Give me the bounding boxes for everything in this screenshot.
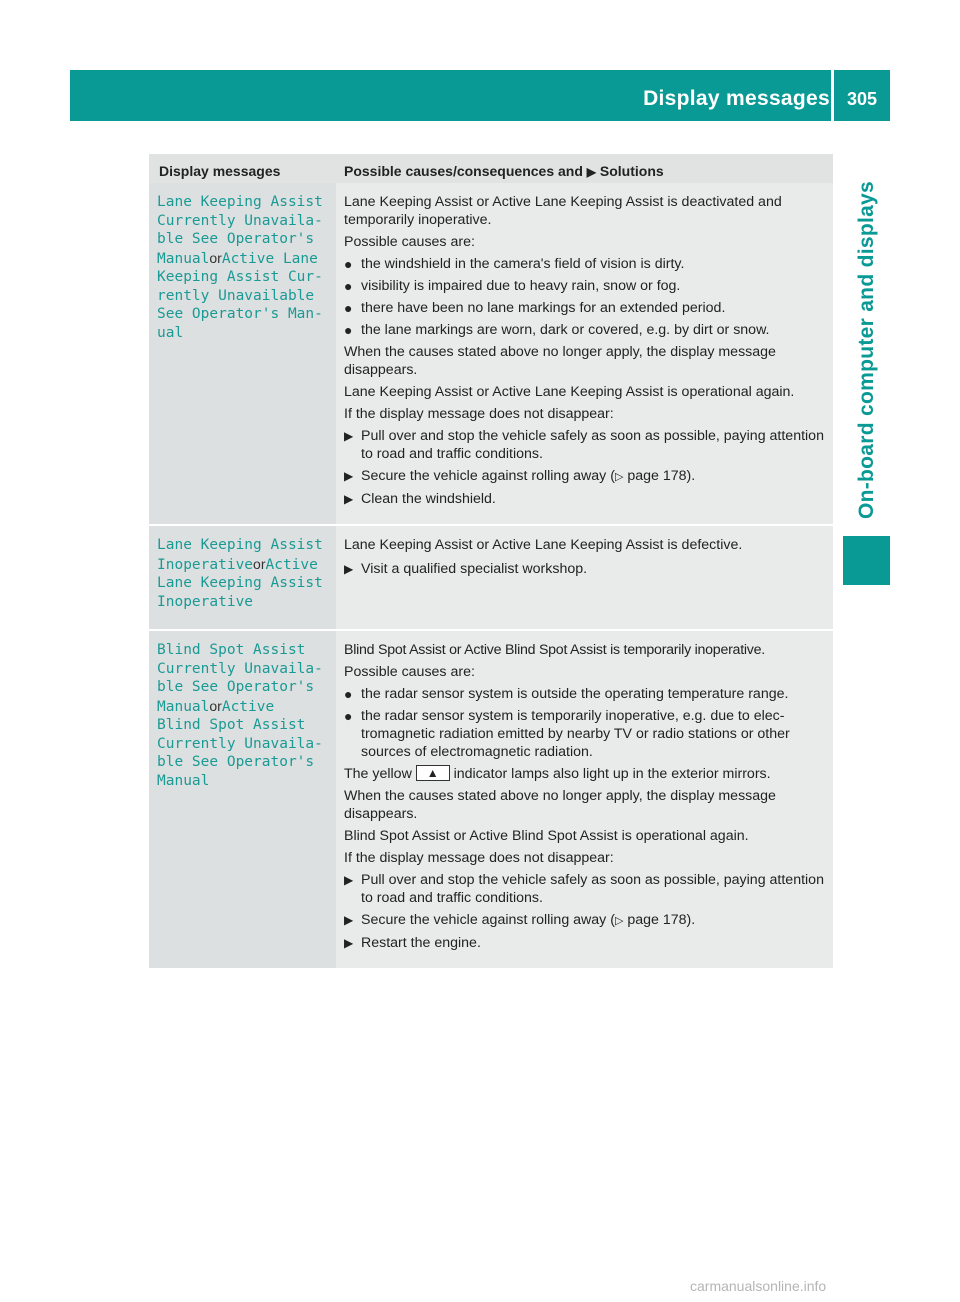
paragraph: When the causes stated above no longer apply, the display message disappears.: [344, 788, 776, 822]
paragraph: The yellow ▲ indicator lamps also light up in the exterior mirrors.: [344, 766, 771, 782]
table-row: [149, 630, 833, 968]
paragraph: Lane Keeping Assist or Active Lane Keeping Assist is operational again.: [344, 384, 795, 400]
list-item: ● visibility is impaired due to heavy rain, snow or fog.: [344, 278, 681, 294]
side-chapter-label: [843, 170, 890, 530]
causes-solutions-cell: [336, 630, 833, 968]
bullet-icon: ●: [344, 708, 353, 724]
list-item: ● the radar sensor system is temporarily inoperative, e.g. due to elec‐tromagnetic radiation emitted by nearby TV or radio stations or other sources of electromagnetic radiation.: [344, 708, 790, 760]
list-item: ● the radar sensor system is outside the operating temperature range.: [344, 686, 789, 702]
action-arrow-icon: ▶: [344, 469, 354, 483]
paragraph: If the display message does not disappear:: [344, 406, 614, 422]
table-header-row: [149, 154, 833, 183]
page-ref-icon: ▷: [614, 915, 624, 927]
paragraph: Possible causes are:: [344, 234, 475, 250]
paragraph: Lane Keeping Assist or Active Lane Keeping Assist is defective.: [344, 537, 743, 553]
paragraph: Possible causes are:: [344, 664, 475, 680]
bullet-icon: ●: [344, 256, 353, 272]
action-arrow-icon: ▶: [344, 913, 354, 927]
watermark: carmanualsonline.info: [690, 1278, 827, 1294]
bullet-icon: ●: [344, 300, 353, 316]
action-arrow-icon: ▶: [344, 873, 354, 887]
paragraph: Blind Spot Assist or Active Blind Spot Assist is operational again.: [344, 828, 749, 844]
page-number: 305: [846, 89, 878, 109]
table-row: [149, 183, 833, 525]
action-step: ▶ Pull over and stop the vehicle safely as soon as possible, paying attention to road and traffic conditions.: [344, 428, 824, 462]
page-ref-icon: ▷: [614, 471, 624, 483]
display-message-cell: [149, 183, 336, 525]
causes-solutions-cell: [336, 183, 833, 525]
display-message-text: Lane Keeping Assist Currently Unavaila‐ ble See Operator's ManualorActive Lane Keeping Assist Cur‐ rently Unavailable See Operator's Man‐ ual: [157, 194, 323, 341]
action-step: ▶ Secure the vehicle against rolling away (▷ page 178).: [344, 468, 696, 484]
display-message-cell: [149, 630, 336, 968]
side-chapter-label-text: On-board computer and displays: [854, 180, 878, 520]
causes-solutions-cell: [336, 525, 833, 630]
list-item: ● the windshield in the camera's field of vision is dirty.: [344, 256, 685, 272]
display-message-text: Blind Spot Assist Currently Unavaila‐ ble See Operator's ManualorActive Blind Spot Assist Currently Unavaila‐ ble See Operator's Manual: [157, 642, 323, 789]
display-message-text: Lane Keeping Assist InoperativeorActive Lane Keeping Assist Inoperative: [157, 537, 323, 610]
bullet-icon: ●: [344, 686, 353, 702]
action-arrow-icon: ▶: [344, 936, 354, 950]
paragraph: When the causes stated above no longer apply, the display message disappears.: [344, 344, 776, 378]
list-item: ● there have been no lane markings for an extended period.: [344, 300, 726, 316]
page-ref-link[interactable]: page 178).: [623, 468, 696, 484]
action-step: ▶ Pull over and stop the vehicle safely as soon as possible, paying attention to road and traffic conditions.: [344, 872, 824, 906]
side-tab-block: [843, 536, 890, 585]
action-arrow-icon: ▶: [586, 164, 597, 179]
display-message-cell: [149, 525, 336, 630]
paragraph: Blind Spot Assist or Active Blind Spot Assist is temporarily inoperative.: [344, 642, 765, 658]
table-row: [149, 525, 833, 630]
bullet-icon: ●: [344, 322, 353, 338]
header-bar: [70, 70, 890, 121]
col-header-display-messages: Display messages: [149, 154, 336, 183]
action-step: ▶ Restart the engine.: [344, 935, 481, 951]
action-arrow-icon: ▶: [344, 492, 354, 506]
paragraph: Lane Keeping Assist or Active Lane Keeping Assist is deactivated and temporarily inoperative.: [344, 194, 782, 228]
action-arrow-icon: ▶: [344, 429, 354, 443]
display-messages-table: [149, 154, 833, 968]
col-header-causes-solutions: Possible causes/consequences and ▶ Solutions: [336, 154, 833, 183]
action-step: ▶ Visit a qualified specialist workshop.: [344, 561, 588, 577]
section-title: Display messages: [643, 87, 830, 110]
action-step: ▶ Clean the windshield.: [344, 491, 496, 507]
list-item: ● the lane markings are worn, dark or covered, e.g. by dirt or snow.: [344, 322, 770, 338]
paragraph: If the display message does not disappear:: [344, 850, 614, 866]
blind-spot-warning-icon: ▲: [416, 765, 450, 781]
bullet-icon: ●: [344, 278, 353, 294]
page-ref-link[interactable]: page 178).: [623, 912, 696, 928]
action-arrow-icon: ▶: [344, 562, 354, 576]
action-step: ▶ Secure the vehicle against rolling away (▷ page 178).: [344, 912, 696, 928]
